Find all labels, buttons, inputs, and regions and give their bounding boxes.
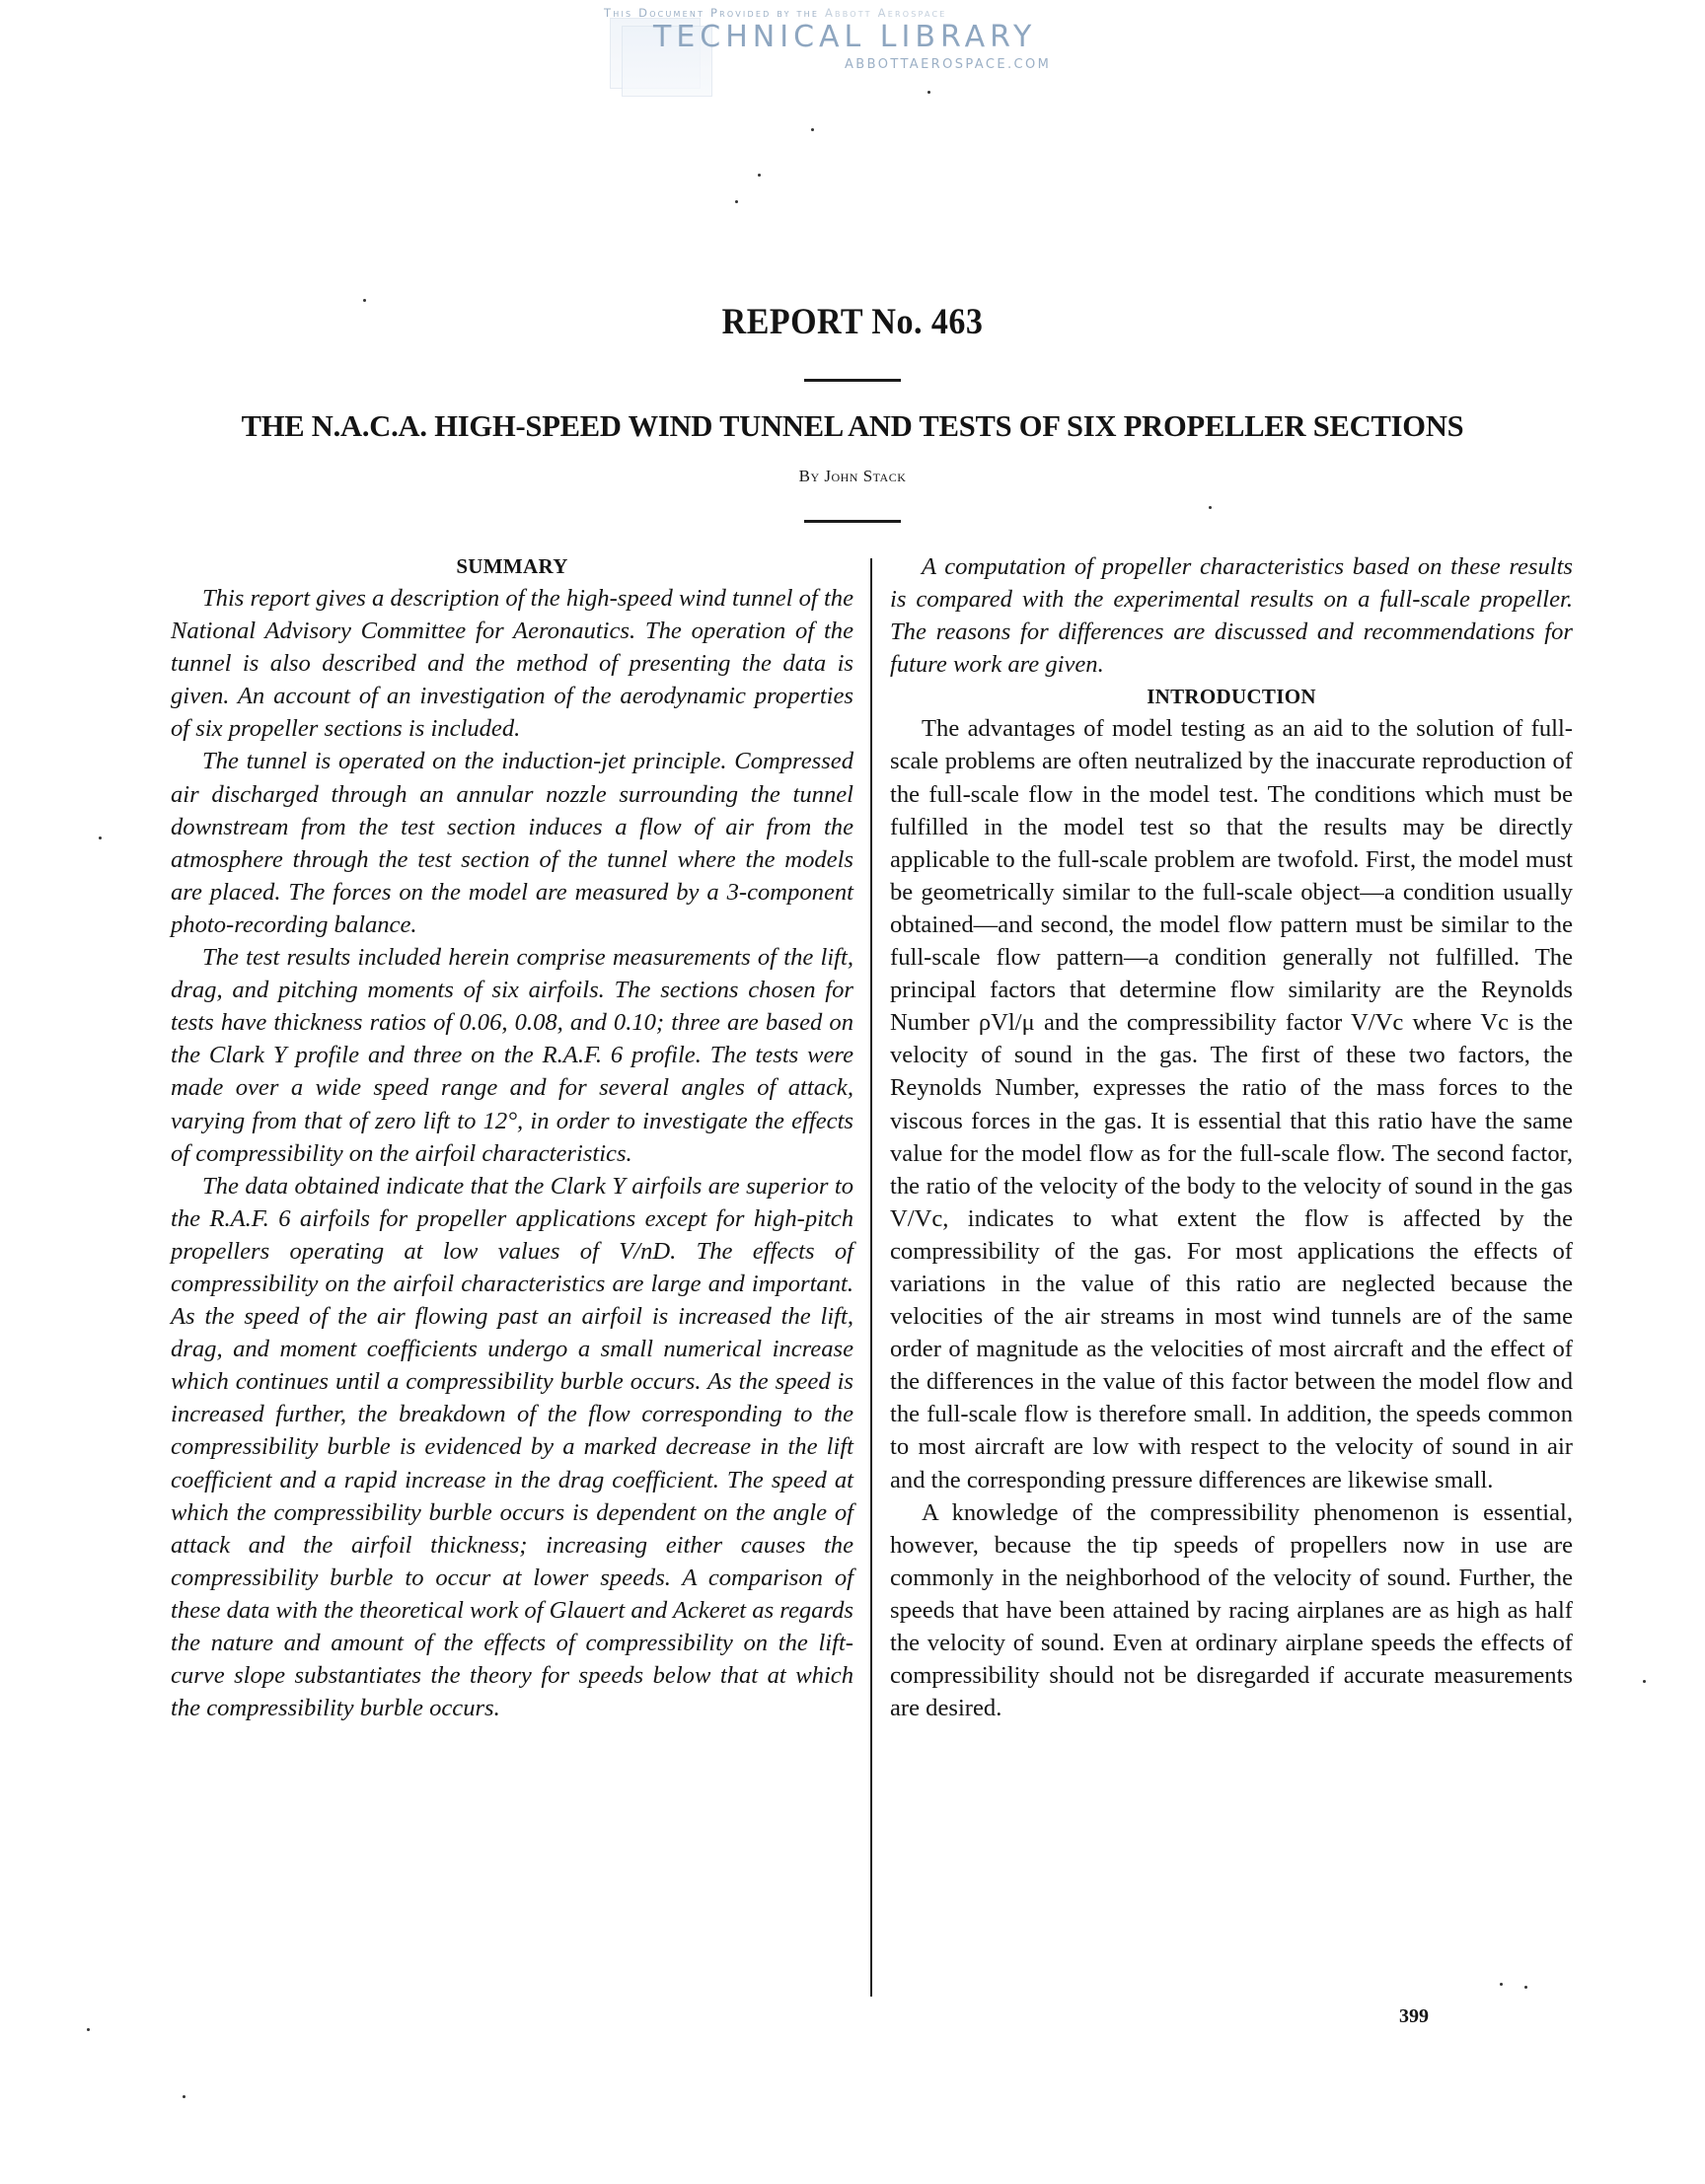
watermark-provided-by <box>604 6 947 20</box>
title-rule-top <box>804 379 901 382</box>
right-column <box>890 550 1573 1724</box>
column-divider <box>870 558 872 1997</box>
summary-continuation <box>890 550 1573 681</box>
scan-speck <box>1209 506 1212 509</box>
abbott-aerospace-watermark <box>602 4 1095 93</box>
scan-speck <box>1643 1680 1646 1683</box>
summary-heading: SUMMARY <box>456 554 568 578</box>
scan-speck <box>1500 1983 1503 1986</box>
report-number: REPORT No. 463 <box>721 302 984 342</box>
summary-paragraph: A computation of propeller characteristics based on these results is compared with the experimental results on a full-scale propeller. The reasons for differences are discussed and recommendations for future work are given. <box>890 553 1573 679</box>
scan-speck <box>87 2028 90 2031</box>
watermark-library-title: TECHNICAL LIBRARY <box>653 20 1037 54</box>
title-rule-bottom <box>804 520 901 523</box>
watermark-provided-text: This Document Provided by the <box>604 6 820 20</box>
introduction-heading: INTRODUCTION <box>1147 685 1316 709</box>
watermark-url: ABBOTTAEROSPACE.COM <box>845 57 1052 72</box>
summary-paragraph: This report gives a description of the high-speed wind tunnel of the National Advisory Committee for Aeronautics. The operation of the tunnel is also described and the method of presenting the data is given. An account of an investigation of the aerodynamic properties of six propeller sections is included. <box>171 585 853 743</box>
introduction-paragraph: A knowledge of the compressibility phenomenon is essential, however, because the tip speeds of propellers now in use are commonly in the neighborhood of the velocity of sound. Further, the speeds that have been attained by racing airplanes are as high as half the velocity of sound. Even at ordinary airplane speeds the effects of compressibility should not be disregarded if accurate measurements are desired. <box>890 1498 1573 1722</box>
scan-speck <box>735 200 738 203</box>
author-byline: By John Stack <box>798 467 907 485</box>
scan-speck <box>1524 1986 1527 1989</box>
scan-speck <box>758 174 761 177</box>
summary-paragraph: The tunnel is operated on the induction-jet principle. Compressed air discharged through an annular nozzle surrounding the tunnel downstream from the test section induces a flow of air from the atmosphere through the test section of the tunnel where the models are placed. The forces on the model are measured by a 3-component photo-recording balance. <box>171 748 853 938</box>
summary-paragraph: The data obtained indicate that the Clark Y airfoils are superior to the R.A.F. 6 airfoils for propeller applications except for high-pitch propellers operating at low values of V/nD. The effects of compressibility on the airfoil characteristics are large and important. As the speed of the air flowing past an airfoil is increased the lift, drag, and moment coefficients undergo a small numerical increase which continues until a compressibility burble occurs. As the speed is increased further, the breakdown of the flow corresponding to the compressibility burble is evidenced by a marked decrease in the lift coefficient and a rapid increase in the drag coefficient. The speed at which the compressibility burble occurs is dependent on the angle of attack and the airfoil thickness; increasing either causes the compressibility burble to occur at lower speeds. A comparison of these data with the theoretical work of Glauert and Ackeret as regards the nature and amount of the effects of compressibility on the lift-curve slope substantiates the theory for speeds below that at which the compressibility burble occurs. <box>171 1172 853 1722</box>
page-number: 399 <box>1399 2005 1429 2027</box>
watermark-brand-text: Abbott Aerospace <box>824 6 947 20</box>
left-column <box>171 550 853 1724</box>
paper-title: THE N.A.C.A. HIGH-SPEED WIND TUNNEL AND TESTS OF SIX PROPELLER SECTIONS <box>241 409 1464 443</box>
scan-speck <box>927 91 930 94</box>
scan-speck <box>99 837 102 839</box>
introduction-paragraph: The advantages of model testing as an aid to the solution of full-scale problems are often neutralized by the inaccurate reproduction of the full-scale flow in the model test. The conditions which must be fulfilled in the model test so that the results may be directly applicable to the full-scale problem are twofold. First, the model must be geometrically similar to the full-scale object—a condition usually obtained—and second, the model flow pattern must be similar to the full-scale flow pattern—a condition generally not fulfilled. The principal factors that determine flow similarity are the Reynolds Number ρVl/μ and the compressibility factor V/Vc where Vc is the velocity of sound in the gas. The first of these two factors, the Reynolds Number, expresses the ratio of the mass forces to the viscous forces in the gas. It is essential that this ratio have the same value for the model flow as for the full-scale flow. The second factor, the ratio of the velocity of the body to the velocity of sound in the gas V/Vc, indicates to what extent the flow is affected by the compressibility of the gas. For most applications the effects of variations in the value of this ratio are neglected because the velocities of the air streams in most wind tunnels are of the same order of magnitude as the velocities of most aircraft and the effect of the differences in the value of this factor between the model flow and the full-scale flow is therefore small. In addition, the speeds common to most aircraft are low with respect to the velocity of sound in air and the corresponding pressure differences are likewise small. <box>890 715 1573 1493</box>
scan-speck <box>183 2095 185 2098</box>
scan-speck <box>811 128 814 131</box>
summary-paragraph: The test results included herein comprise measurements of the lift, drag, and pitching moments of six airfoils. The sections chosen for tests have thickness ratios of 0.06, 0.08, and 0.10; three are based on the Clark Y profile and three on the R.A.F. 6 profile. The tests were made over a wide speed range and for several angles of attack, varying from that of zero lift to 12°, in order to investigate the effects of compressibility on the airfoil characteristics. <box>171 944 853 1167</box>
